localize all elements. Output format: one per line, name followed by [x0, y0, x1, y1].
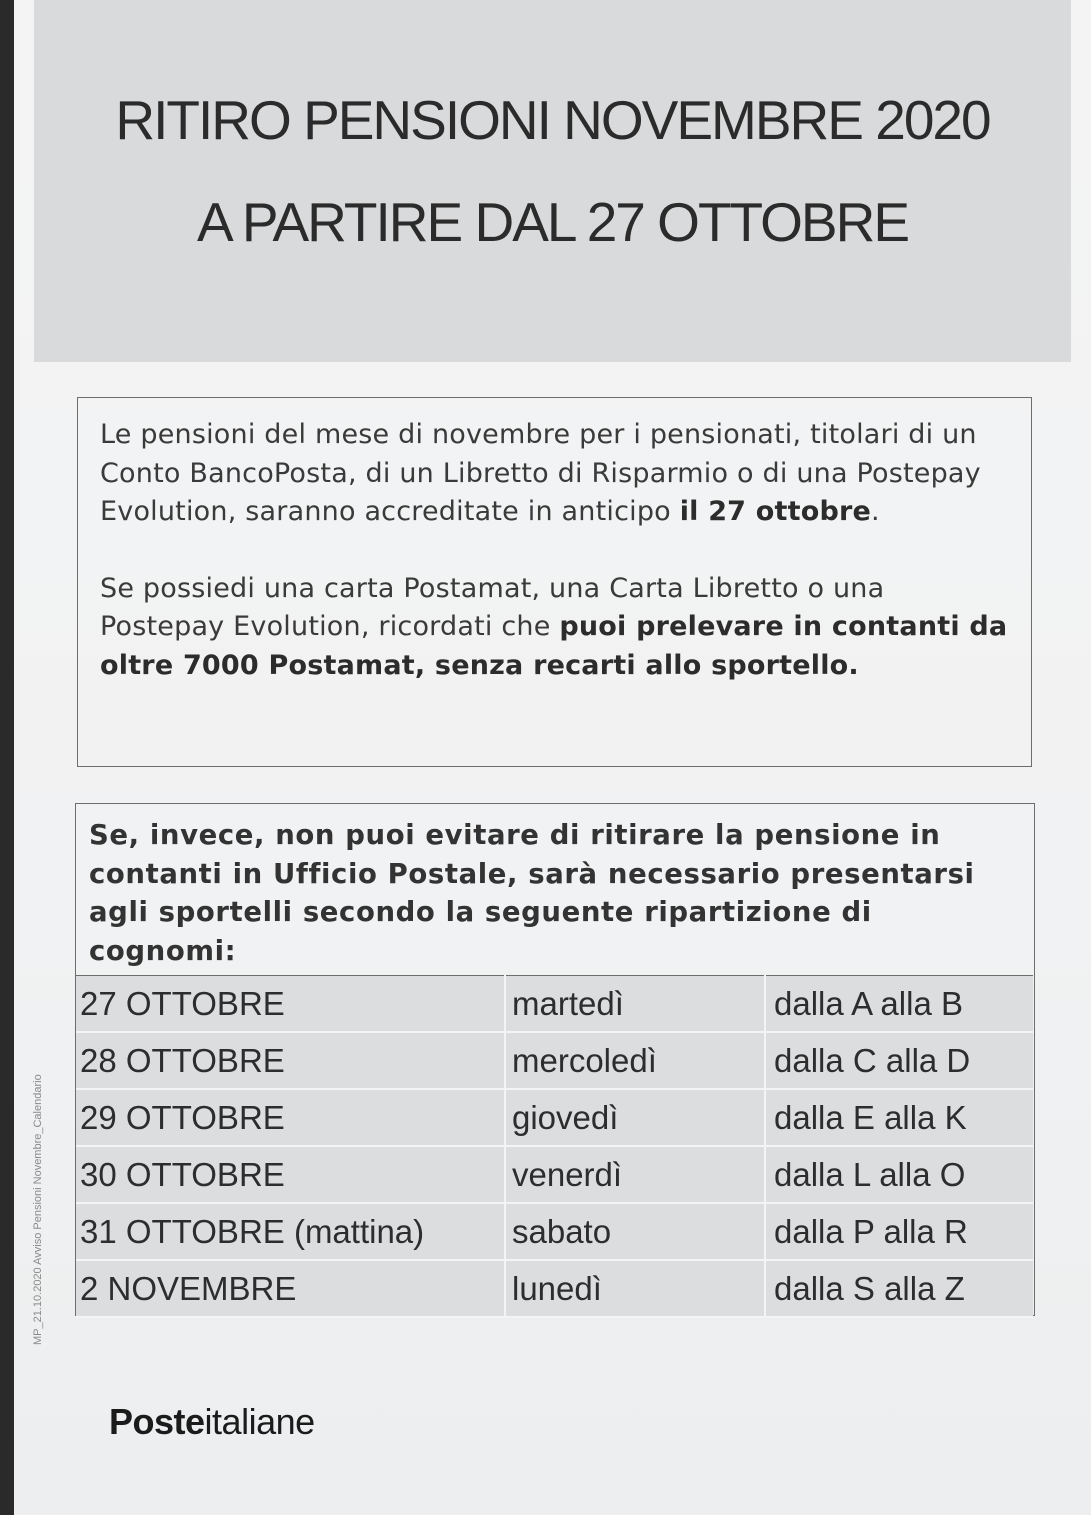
row-date: 31 OTTOBRE (mattina): [76, 1203, 505, 1260]
poste-italiane-logo: [109, 1401, 315, 1443]
row-day: lunedì: [505, 1260, 765, 1317]
info-box: [77, 397, 1032, 767]
row-date: 29 OTTOBRE: [76, 1089, 505, 1146]
table-row: [76, 1146, 1033, 1203]
info-paragraph-1-end: .: [871, 496, 880, 527]
notice-sheet: [14, 0, 1091, 1515]
schedule-intro: Se, invece, non puoi evitare di ritirare la pensione in contanti in Ufficio Postale, sarà necessario presentarsi agli sportelli secondo la seguente ripartizione di cognomi:: [89, 819, 975, 967]
row-date: 28 OTTOBRE: [76, 1032, 505, 1089]
logo-part-1: Poste: [109, 1401, 205, 1442]
table-row: [76, 1203, 1033, 1260]
info-paragraph-2: [100, 570, 1011, 686]
title-line-1: RITIRO PENSIONI NOVEMBRE 2020: [115, 89, 990, 151]
row-surname-range: dalla S alla Z: [765, 1260, 1033, 1317]
row-day: venerdì: [505, 1146, 765, 1203]
row-day: sabato: [505, 1203, 765, 1260]
table-row: [76, 976, 1033, 1033]
row-date: 2 NOVEMBRE: [76, 1260, 505, 1317]
table-row: [76, 1089, 1033, 1146]
row-surname-range: dalla A alla B: [765, 976, 1033, 1033]
document-reference: MP_21.10.2020 Avviso Pensioni Novembre_Calendario: [32, 1074, 44, 1345]
table-row: [76, 1032, 1033, 1089]
row-surname-range: dalla P alla R: [765, 1203, 1033, 1260]
schedule-table: [76, 975, 1033, 1318]
schedule-box: [75, 803, 1035, 1316]
info-paragraph-2-bold: puoi prelevare in contanti da oltre 7000 Postamat, senza recarti allo sportello.: [100, 611, 1008, 681]
row-day: martedì: [505, 976, 765, 1033]
row-surname-range: dalla C alla D: [765, 1032, 1033, 1089]
row-day: giovedì: [505, 1089, 765, 1146]
info-paragraph-1: [100, 416, 1011, 532]
info-paragraph-2-text: Se possiedi una carta Postamat, una Carta Libretto o una Postepay Evolution, ricordati che: [100, 572, 885, 642]
header-band: [34, 0, 1071, 362]
row-date: 27 OTTOBRE: [76, 976, 505, 1033]
info-paragraph-1-bold: il 27 ottobre: [679, 496, 872, 527]
logo-part-2: italiane: [204, 1401, 315, 1442]
row-surname-range: dalla L alla O: [765, 1146, 1033, 1203]
info-paragraph-1-text: Le pensioni del mese di novembre per i pensionati, titolari di un Conto BancoPosta, di un Libretto di Risparmio o di una Postepay Evolution, saranno accreditate in anticipo: [100, 419, 981, 527]
table-row: [76, 1260, 1033, 1317]
row-date: 30 OTTOBRE: [76, 1146, 505, 1203]
row-day: mercoledì: [505, 1032, 765, 1089]
title-line-2: A PARTIRE DAL 27 OTTOBRE: [196, 191, 909, 253]
row-surname-range: dalla E alla K: [765, 1089, 1033, 1146]
